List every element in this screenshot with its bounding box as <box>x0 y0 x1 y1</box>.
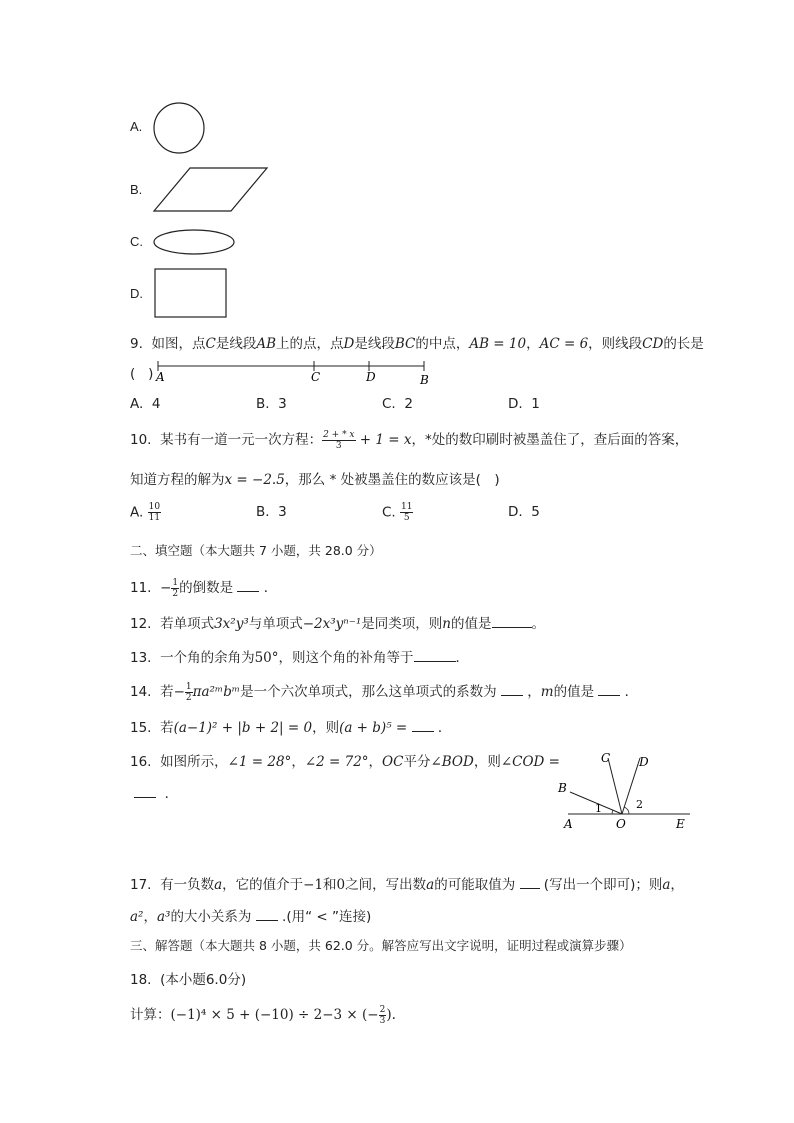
q9-text: 9. 如图，点C是线段AB上的点，点D是线段BC的中点，AB = 10，AC = 6，则线段CD的长是 <box>130 336 704 352</box>
section-3-heading: 三、解答题（本大题共 8 小题，共 62.0 分。解答应写出文字说明，证明过程或演算步骤） <box>130 938 632 953</box>
circle-shape <box>152 101 208 155</box>
q9-segment-figure <box>150 358 440 388</box>
q17-text: 17. 有一负数a，它的值介于−1和0之间，写出数a的可能取值为 (写出一个即可)；则a， <box>130 877 684 893</box>
q17-value-blank[interactable] <box>520 888 540 889</box>
ellipse-shape <box>152 228 238 256</box>
q11-text: 11. − $\frac{1}{2}$ 的倒数是 ． <box>130 577 278 599</box>
q12-text: 12. 若单项式3x²y³与单项式−2x³yⁿ⁻¹是同类项，则n的值是 。 <box>130 616 545 632</box>
fig-label-d: D <box>639 755 649 769</box>
fig-label-d: D <box>366 370 376 384</box>
option-b-label: B. <box>130 182 143 197</box>
section-2-heading: 二、填空题（本大题共 7 小题，共 28.0 分） <box>130 543 382 558</box>
q18-expression: 计算：(−1)⁴ × 5 + (−10) ÷ 2−3 × (− $\frac{2}{3}$ ). <box>130 1004 396 1026</box>
q9-option-d: D. 1 <box>508 396 540 412</box>
q10-fraction: $\frac{2 + * x}{3}$ <box>323 429 355 451</box>
q16-answer-blank[interactable] <box>134 797 156 798</box>
fig-label-e: E <box>676 817 685 831</box>
fig-label-1: 1 <box>595 802 602 815</box>
q9-paren: ( ) <box>130 366 154 382</box>
q12-answer-blank[interactable] <box>492 627 532 628</box>
q17-text-line2: a²，a³的大小关系为 .(用“ < ”连接) <box>130 909 372 925</box>
option-a-label: A. <box>130 119 143 134</box>
q16-angle-figure <box>552 746 700 834</box>
rectangle-shape <box>154 268 228 320</box>
q9-option-b: B. 3 <box>256 396 287 412</box>
option-d-label: D. <box>130 286 143 301</box>
option-c-label: C. <box>130 234 143 249</box>
q14-text: 14. 若− $\frac{1}{2}$ πa²ᵐbᵐ是一个六次单项式，那么这单项式的系数为 ，m的值是 ． <box>130 681 639 703</box>
q10-option-b: B. 3 <box>256 504 287 520</box>
fig-label-2: 2 <box>636 798 643 811</box>
q10-option-d: D. 5 <box>508 504 540 520</box>
fig-label-c: C <box>311 370 321 384</box>
q16-text: 16. 如图所示，∠1 = 28°，∠2 = 72°，OC平分∠BOD，则∠COD = <box>130 754 560 770</box>
q11-answer-blank[interactable] <box>237 591 259 592</box>
fig-label-c: C <box>601 751 611 765</box>
q10-text-line2: 知道方程的解为x = −2.5，那么 * 处被墨盖住的数应该是( ) <box>130 472 500 488</box>
q15-answer-blank[interactable] <box>412 731 434 732</box>
q10-text: 10. 某书有一道一元一次方程： $\frac{2 + * x}{3}$ + 1 = x，*处的数印刷时被墨盖住了，查后面的答案， <box>130 429 689 451</box>
q17-order-blank[interactable] <box>256 920 278 921</box>
q14-m-blank[interactable] <box>598 695 620 696</box>
q16-blank-line: ． <box>134 782 178 802</box>
fig-label-a: A <box>156 370 165 384</box>
q15-text: 15. 若(a−1)² + |b + 2| = 0，则(a + b)⁵ = ． <box>130 720 452 736</box>
q9-option-a: A. 4 <box>130 396 161 412</box>
fig-label-b: B <box>420 373 429 387</box>
q13-answer-blank[interactable] <box>414 661 456 662</box>
fig-label-b: B <box>558 781 567 795</box>
q14-coefficient-blank[interactable] <box>501 695 523 696</box>
fig-label-o: O <box>616 817 626 831</box>
q9-option-c: C. 2 <box>382 396 413 412</box>
parallelogram-shape <box>152 166 270 214</box>
q18-header: 18. (本小题6.0分) <box>130 972 247 988</box>
q13-text: 13. 一个角的余角为50°，则这个角的补角等于 ． <box>130 650 470 666</box>
q10-option-a: A. $\frac{10}{11}$ <box>130 502 161 523</box>
fig-label-a: A <box>564 817 573 831</box>
q10-option-c: C. $\frac{11}{5}$ <box>382 502 413 523</box>
